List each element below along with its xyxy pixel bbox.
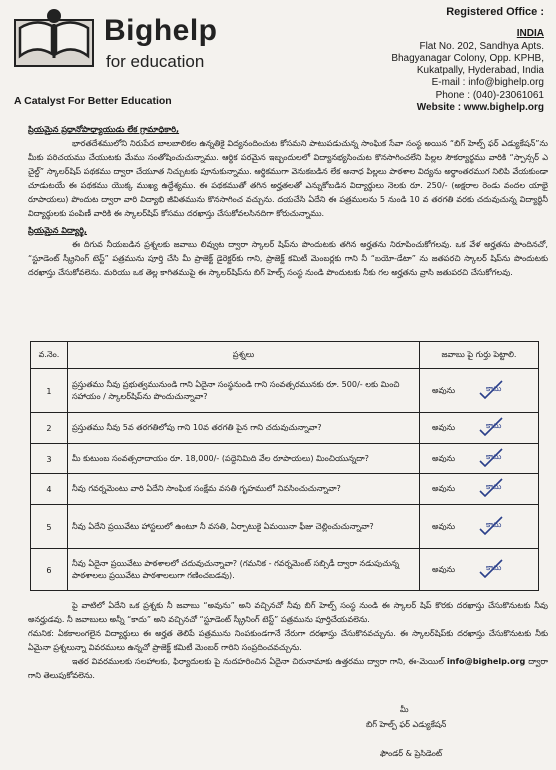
intro-section [28,122,548,279]
book-person-logo-icon [14,8,94,68]
column-header-answer: జవాబు పై గుర్తు పెట్టాలి. [420,342,539,369]
office-address-line: Flat No. 202, Sandhya Apts. [419,40,544,52]
answer-yes: అవును [432,483,456,493]
table-row [31,413,539,444]
column-header-number: వ.నెం. [31,342,68,369]
row-number: 1 [31,369,68,413]
closing-section [28,598,548,682]
closing-paragraph: పై వాటిలో ఏదేని ఒక ప్రశ్నకు నీ జవాబు “అవును” అని వచ్చినచో నీవు బిగ్ హెల్ప్ సంస్థ నుండి ఈ స్కాలర్ షిప్ కొరకు దరఖాస్తు చేసుకొనుటకు నీవు అనర్హుడవు. నీ జవాబులు అన్నీ “కాదు” అని వచ్చినచో “స్టూడెంట్ స్క్రీనింగ్ టెస్ట్” పత్రమును పూర్తిచేయవలెను. [28,600,548,624]
answer-cell[interactable] [420,444,539,474]
contact-text-end: ద్వారా గాని తెలుపుకోవలెను. [28,656,549,680]
row-question: నీవు ఏదేని ప్రయివేటు హాస్టలులో ఉంటూ నీ వసతి, ఏర్పాటుకై ఏమయినా ఫీజు చెల్లించుచున్నావా? [68,505,420,549]
answer-no-marked: కాదు [486,451,502,461]
office-country: INDIA [516,28,544,40]
answer-cell[interactable] [420,474,539,505]
answer-no-marked: కాదు [486,420,502,430]
office-email: E-mail : info@bighelp.org [431,77,544,89]
table-header-row [31,342,539,369]
signature-role: ఫౌండర్ & ప్రెసిడెంట్ [380,748,443,758]
student-salutation: ప్రియమైన విద్యార్థి, [28,225,87,235]
answer-yes: అవును [432,384,456,395]
row-question: నీవు గవర్నమెంటు వారి ఏదేని సాంఘిక సంక్షేమ వసతి గృహములో నివసించుచున్నావా? [68,474,420,505]
headmaster-salutation: ప్రియమైన ప్రధానోపాధ్యాయుడు లేక గ్రామాధికారి, [28,124,180,134]
table-row [31,369,539,413]
tagline: A Catalyst For Better Education [14,95,172,107]
row-question: నీవు ఏదైనా ప్రయివేటు పాఠశాలలో చదువుచున్నావా? (గమనిక - గవర్నమెంట్ సబ్సిడీ ద్వారా నడుపుచున్న పాఠశాలలు ప్రయివేటు పాఠశాలలుగా గణించబడవు). [68,549,420,591]
registered-office-title: Registered Office : [446,6,544,18]
contact-email-link[interactable]: info@bighelp.org [447,656,526,666]
office-phone: Phone : (040)-23061061 [435,89,544,101]
row-number: 6 [31,549,68,591]
table-row [31,549,539,591]
row-question: మీ కుటుంబ సంవత్సరాదాయం రూ. 18,000/- (పద్దెనిమిది వేల రూపాయలు) మించియున్నదా? [68,444,420,474]
office-address-line: Kukatpally, Hyderabad, India [416,65,544,77]
answer-yes: అవును [432,563,456,574]
answer-cell[interactable] [420,549,539,591]
row-number: 3 [31,444,68,474]
answer-cell[interactable] [420,505,539,549]
answer-yes: అవును [432,452,456,463]
intro-paragraph: భారతదేశములోని నిరుపేద బాలబాలికల ఉన్నతికై విద్యనందించుట కోసమని పాటుపడుచున్న సాంఘిక సేవా సంస్థ అయిన “బిగ్ హెల్ప్ ఫర్ ఎడ్యుకేషన్”ను మీకు పరిచయము చేయుటకు మేము సంతోషించుచున్నాము. ఆర్థిక పరమైన ఇబ్బందులలో విద్యానభ్యసించుట కొనసాగించలేని పిల్లల సౌకర్యార్థము వారికి “స్పాన్సర్ ఎ చైల్డ్” స్కాలర్‌షిప్ పథకము ద్వారా చేయూత నిచ్చుటకు పూనుకున్నాము. ఆర్థికముగా వెనుకబడిన లేక అనాధ పిల్లలు పాఠశాల విద్యను అర్థాంతరముగ నిలిపి వేయకుండా చూడుటయే ఈ పథకము యొక్క ముఖ్య ఉద్దేశ్యము. ఈ పథకముతో తగిన అర్హతలతో ఎన్నుకోబడిన విద్యార్థులు నెలకు రూ. 250/- (అక్షరాల రెండు వందల యాభై రూపాయలు) పొందుట ద్వారా వారి విద్యాభి జీవితమును కొనసాగించ వచ్చును. దయచేసి ఏదేని ఈ పత్రములను 5 నుండి 10 వ తరగతి వరకు చదువుచున్న విద్యార్థినీ విద్యార్థులకు పంపిణీ వారికి ఈ స్కాలర్‌షిప్ కోసము దరఖాస్తు చేసుకోవలసినదిగా కోరుచున్నాము. [28,138,548,218]
row-question: ప్రస్తుతము నీవు 5వ తరగతిలోపు గాని 10వ తరగతి పైన గాని చదువుచున్నావా? [68,413,420,444]
answer-no-marked: కాదు [486,383,502,393]
table-row [31,474,539,505]
brand-name: Bighelp [104,14,218,47]
signature-org: బిగ్ హెల్ప్ ఫర్ ఎడ్యుకేషన్ [366,719,447,729]
letterhead [0,0,556,116]
column-header-question: ప్రశ్నలు [68,342,420,369]
table-row [31,505,539,549]
row-number: 2 [31,413,68,444]
student-paragraph: ఈ దిగువ నీయబడిన ప్రశ్నలకు జవాబు లివ్వుట ద్వారా స్కాలర్ షిప్‌ను పొందుటకు తగిన అర్హతను నిరూపించుకోగలవు. ఒక వేళ అర్హతను పొందినచో, “స్టూడెంట్ స్క్రీనింగ్ టెస్ట్” పత్రమును పూర్తి చేసి మీ ప్రాజెక్ట్ డైరెక్టర్‌కు గాని, ప్రాజెక్ట్ కమిటీ మెంబర్లకు గాని నీ “బయో-డేటా” ను జతపరచి స్కాలర్ షిప్‌ను పొందుటకు దరఖాస్తు చేసుకోవలెను. మరియు ఒక తెల్ల కాగితముపై ఈ స్కాలర్‌షిప్‌ను బిగ్ హెల్ప్ సంస్థ నుండి పొందుటకు నీకు గల అర్హతను వ్రాసి జతుపరచి చేసుకోగలవు. [28,239,548,277]
contact-paragraph [28,654,548,682]
answer-cell[interactable] [420,413,539,444]
brand-subtitle: for education [106,52,205,71]
eligibility-questions-table [30,341,539,591]
answer-yes: అవును [432,520,456,531]
row-question: ప్రస్తుతము నీవు ప్రభుత్వమునుండి గాని ఏదైనా సంస్థనుండి గాని సంవత్సరమునకు రూ. 500/- లకు మించి సహాయం / స్కాలర్‌షిప్‌ను పొందుచున్నావా? [68,369,420,413]
row-number: 5 [31,505,68,549]
answer-no-marked: కాదు [486,562,502,572]
row-number: 4 [31,474,68,505]
office-website: Website : www.bighelp.org [416,102,544,114]
registered-office [391,6,544,114]
contact-text: ఇతర వివరములకు సలహాలకు, ఫిర్యాదులకు పై నుదహరించిన ఏదైనా చిరునామాకు ఉత్తరము ద్వారా గాని, ఈ-మెయిల్ [72,656,445,666]
answer-yes: అవును [432,422,456,432]
answer-no-marked: కాదు [486,481,502,491]
answer-no-marked: కాదు [486,519,502,529]
table-row [31,444,539,474]
signature-regards: మీ [400,704,409,714]
office-address-line: Bhagyanagar Colony, Opp. KPHB, [391,52,544,64]
note-paragraph: గమనిక: ఏకకాలంగలైన విద్యార్థులు ఈ అర్హత తెలిపే పత్రమును నింపకుండగానే నేరుగా దరఖాస్తు చేసుకొనవచ్చును. ఈ స్కాలర్‌షిప్‌కు దరఖాస్తు చేసుకొనుటకు నీకు ఏమైనా ప్రశ్నలున్నా వివరములు ఉన్నచో ప్రాజెక్ట్ కమిటీ మెంబర్ గారిని సంప్రదించవచ్చును. [28,628,548,652]
answer-cell[interactable] [420,369,539,413]
